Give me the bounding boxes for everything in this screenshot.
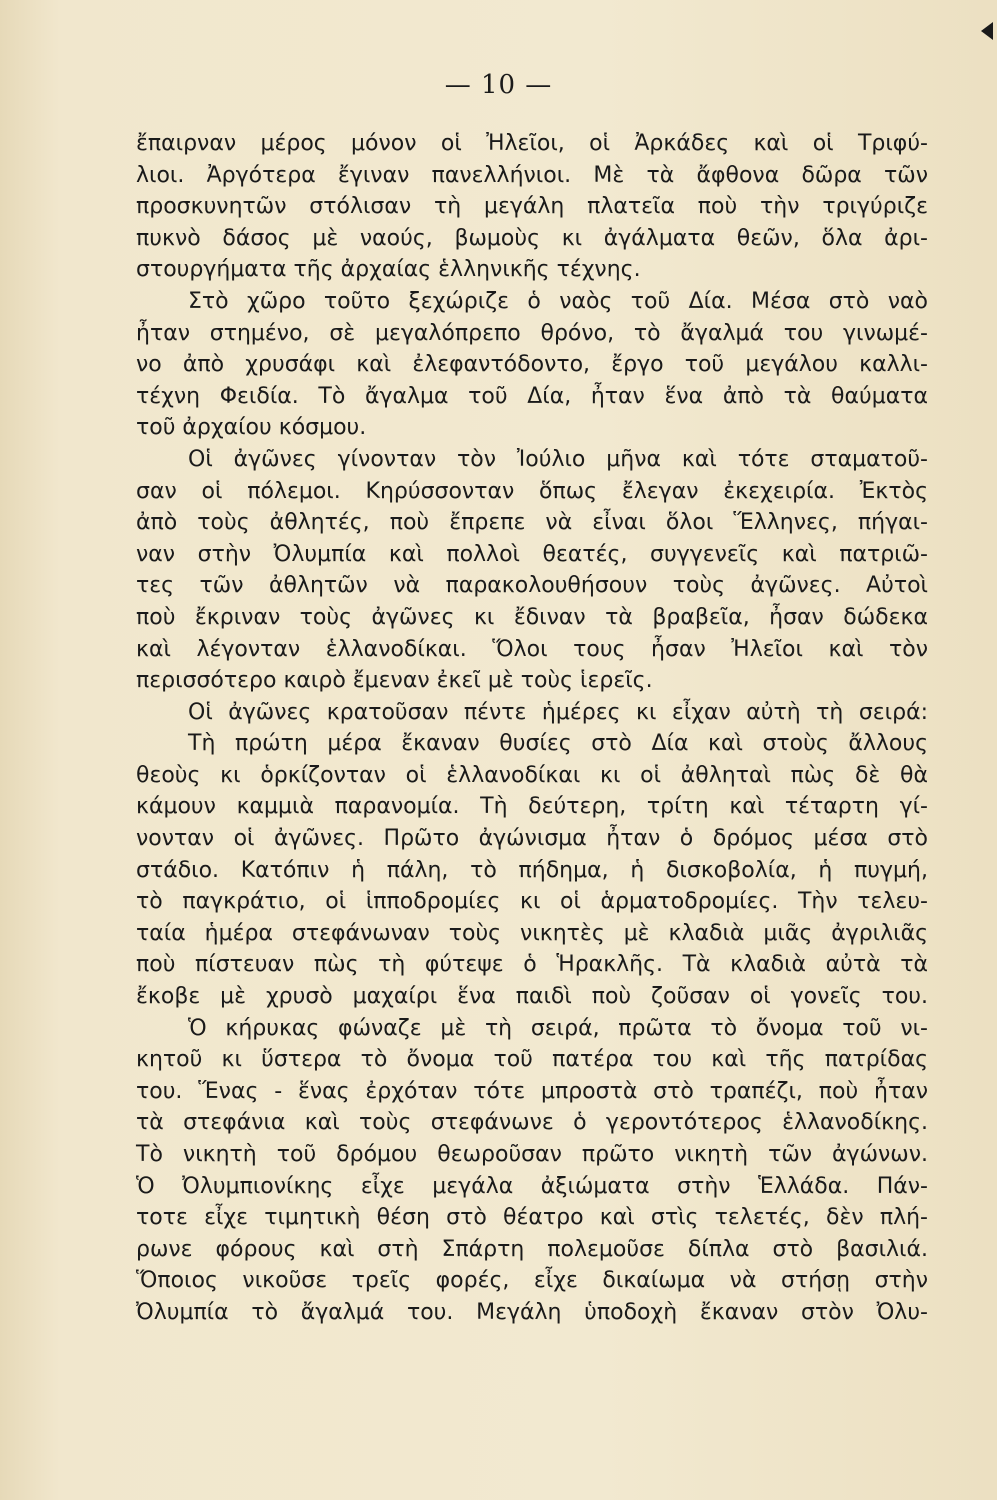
text-line: στάδιο. Κατόπιν ἡ πάλη, τὸ πήδημα, ἡ δισκοβολία, ἡ πυγμή,: [136, 857, 928, 883]
text-line: στουργήματα τῆς ἀρχαίας ἑλληνικῆς τέχνης.: [136, 257, 641, 283]
text-line: πυκνὸ δάσος μὲ ναούς, βωμοὺς κι ἀγάλματα θεῶν, ὅλα ἀρι-: [136, 225, 928, 251]
text-line: ἦταν στημένο, σὲ μεγαλόπρεπο θρόνο, τὸ ἄγαλμά του γινωμέ-: [136, 320, 928, 346]
text-line: Τὸ νικητὴ τοῦ δρόμου θεωροῦσαν πρῶτο νικητὴ τῶν ἀγώνων.: [136, 1142, 928, 1167]
text-line: ποὺ πίστευαν πὼς τὴ φύτεψε ὁ Ἡρακλῆς. Τὰ κλαδιὰ αὐτὰ τὰ: [136, 952, 928, 978]
body-text: [136, 128, 928, 1329]
text-line: Ὅποιος νικοῦσε τρεῖς φορές, εἶχε δικαίωμα νὰ στήσῃ στὴν: [136, 1268, 928, 1294]
text-line: Ὁ κήρυκας φώναζε μὲ τὴ σειρά, πρῶτα τὸ ὄνομα τοῦ νι-: [188, 1015, 928, 1041]
text-line: Ὀλυμπία τὸ ἄγαλμά του. Μεγάλη ὑποδοχὴ ἔκαναν στὸν Ὀλυ-: [136, 1299, 928, 1325]
text-line: ναν στὴν Ὀλυμπία καὶ πολλοὶ θεατές, συγγενεῖς καὶ πατριῶ-: [136, 541, 928, 567]
text-line: τοῦ ἀρχαίου κόσμου.: [136, 415, 367, 441]
text-line: θεοὺς κι ὁρκίζονταν οἱ ἑλλανοδίκαι κι οἱ ἀθληταὶ πὼς δὲ θὰ: [136, 762, 928, 788]
text-line: νονταν οἱ ἀγῶνες. Πρῶτο ἀγώνισμα ἦταν ὁ δρόμος μέσα στὸ: [136, 826, 928, 852]
text-line: τὸ παγκράτιο, οἱ ἱπποδρομίες κι οἱ ἁρματοδρομίες. Τὴν τελευ-: [136, 889, 928, 915]
text-line: σαν οἱ πόλεμοι. Κηρύσσονταν ὅπως ἔλεγαν ἐκεχειρία. Ἐκτὸς: [136, 478, 928, 504]
text-line: ἔπαιρναν μέρος μόνον οἱ Ἠλεῖοι, οἱ Ἀρκάδες καὶ οἱ Τριφύ-: [136, 131, 928, 156]
text-line: Ὁ Ὀλυμπιονίκης εἶχε μεγάλα ἀξιώματα στὴν Ἑλλάδα. Πάν-: [136, 1173, 928, 1199]
text-line: κάμουν καμμιὰ παρανομία. Τὴ δεύτερη, τρίτη καὶ τέταρτη γί-: [136, 794, 928, 820]
text-line: καὶ λέγονταν ἑλλανοδίκαι. Ὅλοι τους ἦσαν Ἠλεῖοι καὶ τὸν: [136, 636, 928, 662]
text-line: τοτε εἶχε τιμητικὴ θέση στὸ θέατρο καὶ στὶς τελετές, δὲν πλή-: [136, 1205, 928, 1231]
text-line: ἔκοβε μὲ χρυσὸ μαχαίρι ἕνα παιδὶ ποὺ ζοῦσαν οἱ γονεῖς του.: [136, 984, 928, 1010]
text-line: Τὴ πρώτη μέρα ἔκαναν θυσίες στὸ Δία καὶ στοὺς ἄλλους: [188, 731, 928, 757]
text-line: τες τῶν ἀθλητῶν νὰ παρακολουθήσουν τοὺς ἀγῶνες. Αὐτοὶ: [136, 573, 928, 599]
text-line: νο ἀπὸ χρυσάφι καὶ ἐλεφαντόδοντο, ἔργο τοῦ μεγάλου καλλι-: [136, 352, 928, 378]
text-line: κητοῦ κι ὕστερα τὸ ὄνομα τοῦ πατέρα του καὶ τῆς πατρίδας: [136, 1047, 928, 1073]
text-line: λιοι. Ἀργότερα ἔγιναν πανελλήνιοι. Μὲ τὰ ἄφθονα δῶρα τῶν: [136, 162, 928, 188]
text-line: ρωνε φόρους καὶ στὴ Σπάρτη πολεμοῦσε δίπλα στὸ βασιλιά.: [136, 1236, 928, 1262]
text-line: τὰ στεφάνια καὶ τοὺς στεφάνωνε ὁ γεροντότερος ἑλλανοδίκης.: [136, 1110, 928, 1136]
text-line: Στὸ χῶρο τοῦτο ξεχώριζε ὁ ναὸς τοῦ Δία. Μέσα στὸ ναὸ: [188, 288, 928, 314]
text-line: προσκυνητῶν στόλισαν τὴ μεγάλη πλατεῖα ποὺ τὴν τριγύριζε: [136, 194, 928, 220]
text-line: Οἱ ἀγῶνες γίνονταν τὸν Ἰούλιο μῆνα καὶ τότε σταματοῦ-: [188, 446, 928, 472]
text-line: περισσότερο καιρὸ ἔμεναν ἐκεῖ μὲ τοὺς ἱερεῖς.: [136, 668, 653, 694]
corner-mark-icon: [981, 22, 993, 40]
text-line: ταία ἡμέρα στεφάνωναν τοὺς νικητὲς μὲ κλαδιὰ μιᾶς ἀγριλιᾶς: [136, 920, 928, 946]
text-line: του. Ἕνας - ἕνας ἐρχόταν τότε μπροστὰ στὸ τραπέζι, ποὺ ἦταν: [136, 1078, 928, 1104]
page-number: — 10 —: [444, 70, 553, 100]
text-line: Οἱ ἀγῶνες κρατοῦσαν πέντε ἡμέρες κι εἶχαν αὐτὴ τὴ σειρά:: [188, 699, 928, 725]
text-line: ποὺ ἔκριναν τοὺς ἀγῶνες κι ἔδιναν τὰ βραβεῖα, ἦσαν δώδεκα: [136, 604, 928, 630]
text-line: ἀπὸ τοὺς ἀθλητές, ποὺ ἔπρεπε νὰ εἶναι ὅλοι Ἕλληνες, πήγαι-: [136, 510, 928, 536]
text-line: τέχνη Φειδία. Τὸ ἄγαλμα τοῦ Δία, ἦταν ἕνα ἀπὸ τὰ θαύματα: [136, 383, 928, 409]
